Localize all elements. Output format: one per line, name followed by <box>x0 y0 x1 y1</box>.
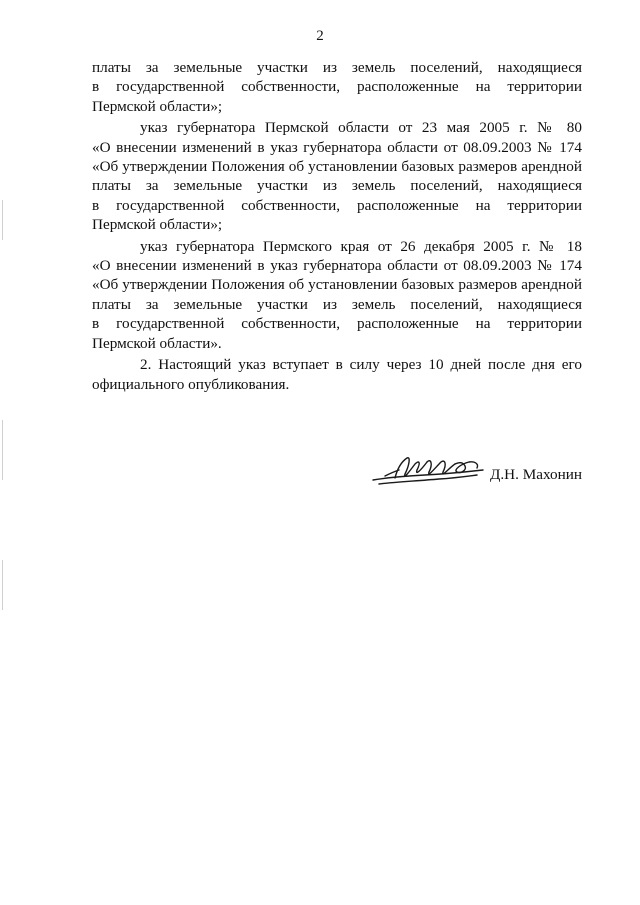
text-line: «О внесении изменений в указ губернатора области от 08.09.2003 № 174 <box>92 257 582 275</box>
text-line: Пермской области»; <box>92 97 223 115</box>
text-line: платы за земельные участки из земель поселений, находящиеся <box>92 59 582 76</box>
text-line: 2. Настоящий указ вступает в силу через 10 дней после дня его <box>140 356 582 374</box>
text-line: указ губернатора Пермского края от 26 декабря 2005 г. № 18 <box>140 237 582 255</box>
scan-artifact <box>2 420 3 480</box>
text-line: «О внесении изменений в указ губернатора области от 08.09.2003 № 174 <box>92 138 582 156</box>
text-line: «Об утверждении Положения об установлении базовых размеров арендной <box>92 158 582 176</box>
handwritten-signature-icon <box>365 452 490 492</box>
text-line: в государственной собственности, расположенные на территории <box>92 315 582 333</box>
text-line: указ губернатора Пермской области от 23 мая 2005 г. № 80 <box>140 119 582 137</box>
page-number: 2 <box>316 28 324 44</box>
paragraph-decree-2005-12 <box>92 237 582 353</box>
text-line: платы за земельные участки из земель поселений, находящиеся <box>92 295 582 313</box>
text-line: Пермской области»; <box>92 216 223 234</box>
signer-name: Д.Н. Махонин <box>490 466 582 483</box>
text-line: в государственной собственности, расположенные на территории <box>92 196 582 214</box>
paragraph-decree-2005-05 <box>92 118 582 234</box>
signature-block <box>360 452 590 502</box>
document-body <box>92 58 582 394</box>
text-line: Пермской области». <box>92 334 222 352</box>
text-line: платы за земельные участки из земель поселений, находящиеся <box>92 177 582 195</box>
scan-artifact <box>2 200 3 240</box>
text-line: официального опубликования. <box>92 375 290 393</box>
text-line: «Об утверждении Положения об установлении базовых размеров арендной <box>92 276 582 294</box>
scan-artifact <box>2 560 3 610</box>
text-line: в государственной собственности, расположенные на территории <box>92 78 582 96</box>
paragraph-continuation <box>92 58 582 116</box>
paragraph-effective-date <box>92 355 582 394</box>
